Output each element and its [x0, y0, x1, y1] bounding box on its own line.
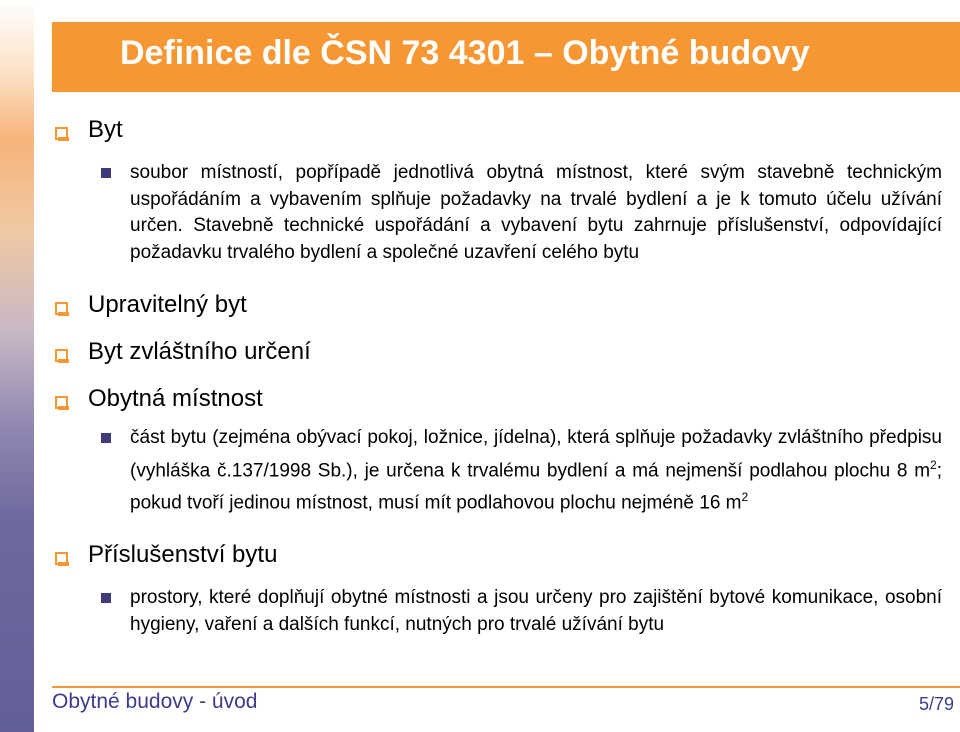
sub-item-text: soubor místností, popřípadě jednotlivá obytná místnost, které svým stavebně technickým uspořádáním a vybavením splňuje požadavky na trvalé bydlení a je k tomuto účelu užívání určen. Stavebně technické uspořádání a vybavení bytu zahrnuje příslušenství, odpovídající požadavku trvalého bydlení a společné uzavření celého bytu — [130, 162, 942, 263]
section-heading: Příslušenství bytu — [88, 541, 278, 568]
filled-square-bullet-icon — [101, 168, 111, 178]
filled-square-bullet-icon — [101, 433, 111, 443]
heading-row — [52, 338, 947, 372]
title-banner — [52, 22, 960, 92]
slide-title: Definice dle ČSN 73 4301 – Obytné budovy — [120, 34, 810, 72]
square-bullet-icon — [55, 349, 68, 362]
text-part: ; pokud tvoří jedinou místnost, musí mít podlahovou plochu nejméně 16 m — [130, 459, 942, 514]
heading-row — [52, 116, 947, 150]
text-part: část bytu (zejména obývací pokoj, ložnice, jídelna), která splňuje požadavky zvláštního předpisu (vyhláška č.137/1998 Sb.), je určena k trvalému bydlení a má nejmenší podlahou plochu 8 m — [130, 427, 942, 481]
section-heading: Upravitelný byt — [88, 291, 247, 318]
footer-title: Obytné budovy - úvod — [52, 690, 258, 713]
superscript: 2 — [741, 490, 749, 505]
heading-row — [52, 541, 947, 575]
square-bullet-icon — [55, 302, 68, 315]
heading-row — [52, 291, 947, 325]
section-byt — [52, 116, 947, 266]
square-bullet-icon — [55, 552, 68, 565]
heading-row — [52, 385, 947, 419]
filled-square-bullet-icon — [101, 593, 111, 603]
section-upravitelny-byt — [52, 291, 947, 325]
sub-item — [100, 160, 942, 266]
section-prislusenstvi-bytu — [52, 541, 947, 638]
decorative-side-gradient — [0, 0, 34, 732]
footer-divider — [52, 686, 960, 688]
sub-item — [100, 425, 942, 517]
sub-item-text: prostory, které doplňují obytné místnosti a jsou určeny pro zajištění bytové komunikace, osobní hygieny, vaření a dalších funkcí, nutných pro trvalé užívání bytu — [130, 587, 942, 635]
superscript: 2 — [930, 457, 937, 472]
sub-item-text — [130, 425, 942, 517]
square-bullet-icon — [55, 127, 68, 140]
section-heading: Byt — [88, 116, 123, 143]
square-bullet-icon — [55, 396, 68, 409]
section-byt-zvlastniho-urceni — [52, 338, 947, 372]
section-heading: Obytná místnost — [88, 385, 263, 412]
page-number: 5/79 — [918, 694, 954, 714]
section-heading: Byt zvláštního určení — [88, 338, 311, 365]
sub-item — [100, 585, 942, 638]
section-obytna-mistnost — [52, 385, 947, 517]
